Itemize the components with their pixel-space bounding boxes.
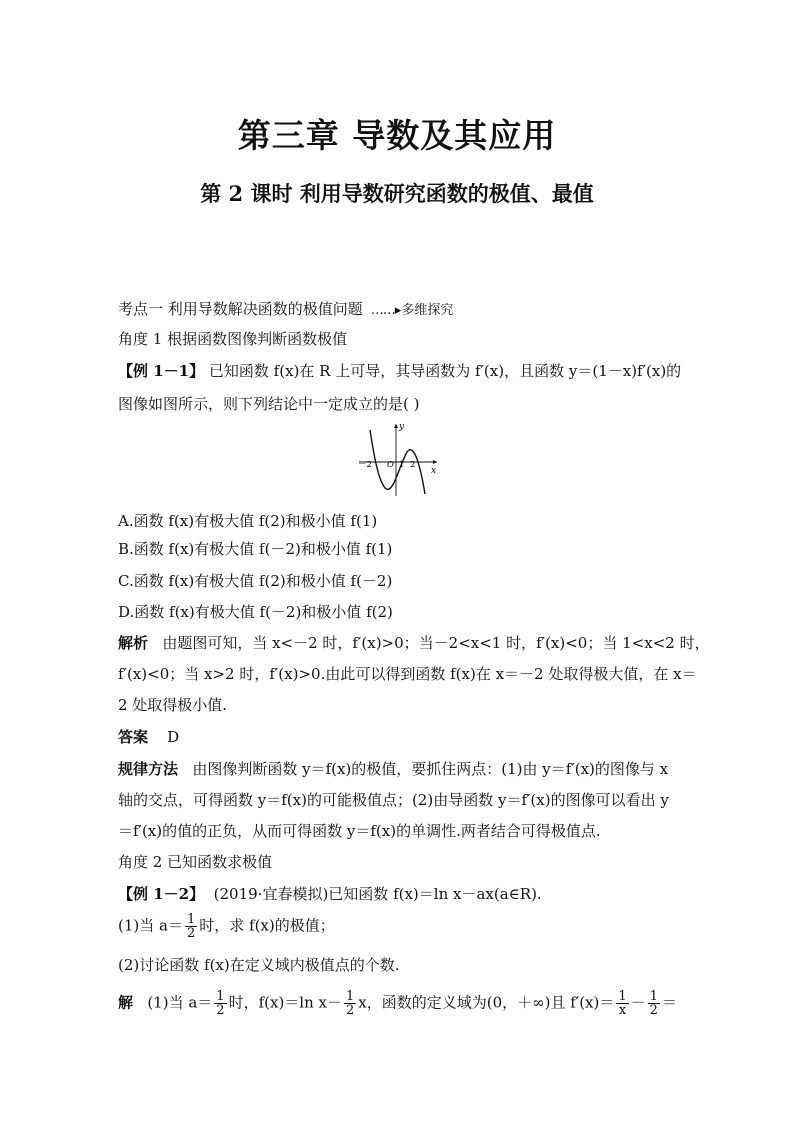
example1-line2: 图像如图所示，则下列结论中一定成立的是( )	[118, 395, 420, 413]
method-label: 规律方法	[118, 760, 179, 778]
solution-label: 解	[118, 993, 134, 1012]
section-heading-line	[118, 298, 678, 322]
fraction-c: $\frac{1}{2}$	[345, 989, 355, 1018]
derivative-graph	[355, 418, 445, 498]
option-d: D.函数 f(x)有极大值 f(－2)和极小值 f(2)	[118, 603, 393, 621]
method-line3: ＝f′(x)的值的正负，从而可得函数 y＝f(x)的单调性.两者结合可得极值点.	[118, 822, 601, 840]
example1-text1: 已知函数 f(x)在 R 上可导，其导函数为 f′(x)，且函数 y＝(1－x)f′(x)的	[208, 362, 682, 380]
solution-line1: 解 (1)当 a＝ $\frac{1}{2}$ 时，f(x)＝ln x－ $\frac{1}{2}$ x，函数的定义域为(0，＋∞)且 f′(x)＝ $\frac{1}{x}$ － $\frac{1}{2}$ ＝	[118, 989, 677, 1018]
analysis-text1: 由题图可知，当 x<－2 时，f′(x)>0；当－2<x<1 时，f′(x)<0；当 1<x<2 时，	[162, 634, 710, 652]
analysis-line1	[118, 632, 710, 654]
option-b: B.函数 f(x)有极大值 f(－2)和极小值 f(1)	[118, 540, 393, 558]
origin-label: O	[387, 460, 394, 470]
section-tag: ……▸多维探究	[370, 303, 454, 318]
option-a: A.函数 f(x)有极大值 f(2)和极小值 f(1)	[118, 512, 378, 530]
angle1-title: 角度 1 根据函数图像判断函数极值	[118, 330, 348, 348]
example2-text1: (2019·宜春模拟)已知函数 f(x)＝ln x－ax(a∈R).	[213, 885, 542, 903]
x-label: x	[431, 466, 437, 476]
analysis-line2: f′(x)<0；当 x>2 时，f′(x)>0.由此可以得到函数 f(x)在 x＝－2 处取得极大值，在 x＝	[118, 665, 697, 683]
example2-q1: (1)当 a＝ $\frac{1}{2}$ 时，求 f(x)的极值；	[118, 912, 335, 941]
y-label: y	[399, 422, 405, 432]
answer-label: 答案	[118, 728, 149, 746]
y-axis-arrow	[394, 424, 398, 428]
chapter-title: 第三章 导数及其应用	[237, 116, 557, 155]
answer-value: D	[167, 728, 180, 746]
analysis-label: 解析	[118, 634, 149, 652]
example2-label: 【例 1－2】	[118, 885, 205, 903]
method-line2: 轴的交点，可得函数 y＝f(x)的可能极值点；(2)由导函数 y＝f′(x)的图像可以看出 y	[118, 791, 669, 809]
tick-2: 2	[410, 460, 416, 470]
example2-q2: (2)讨论函数 f(x)在定义域内极值点的个数.	[118, 956, 400, 974]
example2-line1	[118, 883, 678, 905]
tick-1: 1	[399, 460, 405, 470]
fraction-half: $\frac{1}{2}$	[186, 912, 196, 941]
fraction-a: $\frac{1}{2}$	[216, 989, 225, 1018]
tick-neg2: －2	[358, 460, 372, 470]
method-text1: 由图像判断函数 y＝f(x)的极值，要抓住两点：(1)由 y＝f′(x)的图像与 x	[192, 760, 669, 778]
example1-line1	[118, 360, 682, 382]
section-heading: 考点一 利用导数解决函数的极值问题	[118, 300, 363, 318]
example1-label: 【例 1－1】	[118, 362, 205, 380]
answer-line	[118, 726, 678, 748]
lesson-title: 第 2 课时 利用导数研究函数的极值、最值	[200, 181, 594, 206]
fraction-e: $\frac{1}{2}$	[649, 989, 658, 1018]
option-c: C.函数 f(x)有极大值 f(2)和极小值 f(－2)	[118, 572, 393, 590]
angle2-title: 角度 2 已知函数求极值	[118, 853, 273, 871]
analysis-line3: 2 处取得极小值.	[118, 696, 228, 714]
x-axis-arrow	[433, 460, 437, 464]
method-line1	[118, 758, 678, 780]
fraction-d: $\frac{1}{x}$	[618, 989, 627, 1018]
